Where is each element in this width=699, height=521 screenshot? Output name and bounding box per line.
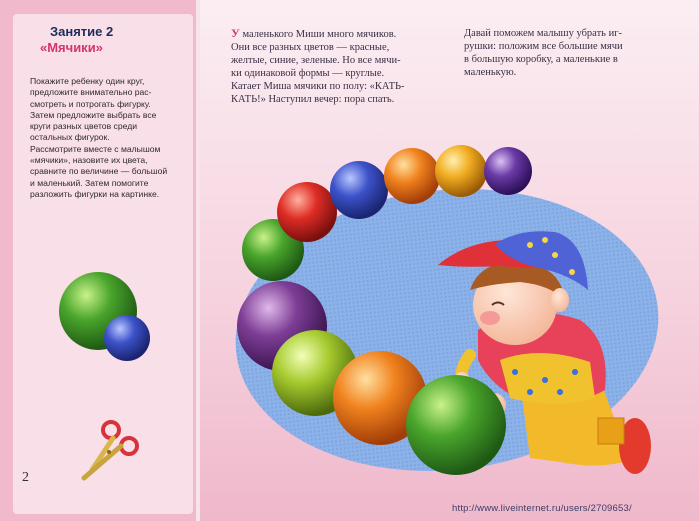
ball-orange-arc[interactable] — [384, 148, 440, 204]
instruction-line: смотреть и потрогать фигурку. — [30, 98, 151, 109]
instruction-line: Рассмотрите вместе с малышом — [30, 143, 161, 154]
lesson-title: Занятие 2 — [50, 24, 114, 39]
lesson-subtitle: «Мячики» — [40, 40, 103, 55]
ball-purple-arc[interactable] — [484, 147, 532, 195]
task-line: маленькую. — [464, 67, 517, 78]
instruction-line: «мячики», назовите их цвета, — [30, 155, 148, 166]
instruction-line: Затем предложите выбрать все — [30, 109, 157, 120]
story-line: Они все разных цветов — красные, — [231, 42, 390, 53]
instruction-line: и маленький. Затем помогите — [30, 177, 149, 188]
story-line: КАТЬ!» Наступил вечер: пора спать. — [231, 94, 395, 105]
task-line: в большую коробку, а маленькие в — [464, 54, 618, 65]
instruction-line: сравните по величине — большой — [30, 166, 168, 177]
instruction-line: Покажите ребенку один круг, — [30, 76, 145, 86]
instruction-line: круги разных цветов среди — [30, 121, 138, 132]
scissors-icon — [84, 422, 137, 478]
watermark-url: http://www.liveinternet.ru/users/2709653/ — [452, 503, 632, 514]
task-line: Давай поможем малышу убрать иг- — [464, 28, 622, 39]
drop-cap: У — [231, 26, 240, 40]
small-blue-ball[interactable] — [104, 315, 150, 361]
ball-yellow-arc[interactable] — [435, 145, 487, 197]
task-line: рушки: положим все большие мячи — [464, 41, 623, 52]
story-line: Катает Миша мячики по полу: «КАТЬ- — [231, 81, 405, 92]
instruction-line: остальных фигурок. — [30, 132, 110, 143]
story-line: ки одинаковой формы — круглые. — [231, 68, 385, 79]
story-line: желтые, синие, зеленые. Но все мячи- — [231, 55, 401, 66]
page-number: 2 — [22, 470, 29, 485]
ball-red-arc[interactable] — [277, 182, 337, 242]
story-line: маленького Миши много мячиков. — [239, 29, 397, 40]
instruction-line: предложите внимательно рас- — [30, 87, 152, 98]
ball-green-large[interactable] — [406, 375, 506, 475]
instruction-line: разложить фигурки на картинке. — [30, 188, 160, 199]
ball-blue-arc[interactable] — [330, 161, 388, 219]
